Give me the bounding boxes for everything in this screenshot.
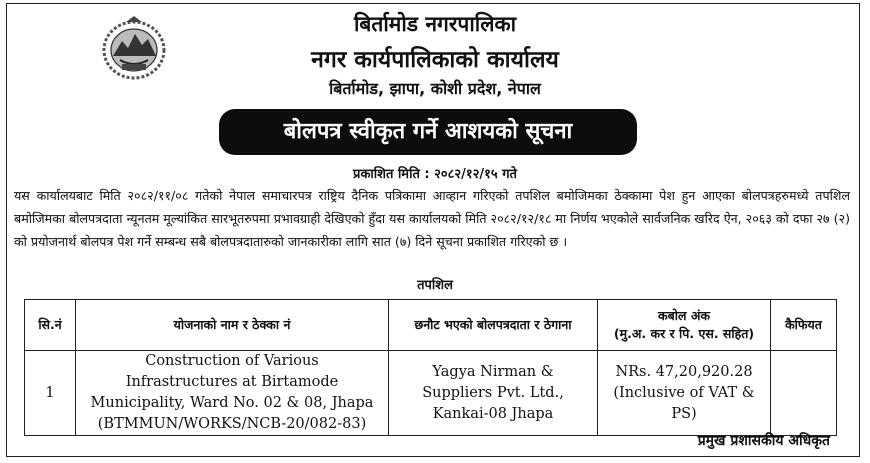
header-amount: [598, 300, 771, 351]
header-project: योजनाको नाम र ठेक्का नं: [76, 300, 389, 351]
table-header-row: [25, 300, 837, 351]
cell-remarks: [771, 351, 837, 436]
cell-amount: NRs. 47,20,920.28 (Inclusive of VAT & PS): [598, 351, 771, 436]
municipality-name: बिर्तामोड नगरपालिका: [353, 12, 517, 36]
notice-title: बोलपत्र स्वीकृत गर्ने आशयको सूचना: [219, 109, 637, 155]
signatory-title: प्रमुख प्रशासकीय अधिकृत: [697, 433, 830, 449]
award-table: [24, 299, 837, 436]
schedule-label: तपशिल: [417, 278, 453, 293]
cell-bidder: Yagya Nirman & Suppliers Pvt. Ltd., Kankai-08 Jhapa: [389, 351, 598, 436]
header-bidder: छनौट भएको बोलपत्रदाता र ठेगाना: [389, 300, 598, 351]
office-address: बिर्तामोड, झापा, कोशी प्रदेश, नेपाल: [329, 79, 541, 98]
table-row: [25, 351, 837, 436]
cell-project: Construction of Various Infrastructures at Birtamode Municipality, Ward No. 02 & 08, Jhapa (BTMMUN/WORKS/NCB-20/082-83): [76, 351, 389, 436]
header-amount-line2: (मु.अ. कर र पि. एस. सहित): [613, 326, 755, 341]
published-date: प्रकाशित मिति : २०८२/१२/१५ गते: [353, 167, 517, 182]
cell-sn: 1: [25, 351, 76, 436]
header-sn: सि.नं: [25, 300, 76, 351]
header-amount-line1: कबोल अंक: [658, 308, 710, 323]
office-name: नगर कार्यपालिकाको कार्यालय: [311, 47, 559, 73]
header-remarks: कैफियत: [771, 300, 837, 351]
notice-body: यस कार्यालयबाट मिति २०८२/११/०८ गतेको नेपाल समाचारपत्र राष्ट्रिय दैनिक पत्रिकामा आव्हान गरिएको तपशिल बमोजिमका ठेक्कामा पेश हुन आएका बोलपत्रहरुमध्ये तपशिल बमोजिमका बोलपत्रदाता न्यूनतम मूल्यांकित सारभूतरुपमा प्रभावग्राही देखिएको हुँदा यस कार्यालयको मिति २०८२/१२/१८ मा निर्णय भएकोले सार्वजनिक खरिद ऐन, २०६३ को दफा २७ (२) को प्रयोजनार्थ बोलपत्र पेश गर्ने सम्बन्ध सबै बोलपत्रदातारुको जानकारीका लागि सात (७) दिने सूचना प्रकाशित गरिएको छ ।: [14, 188, 850, 250]
